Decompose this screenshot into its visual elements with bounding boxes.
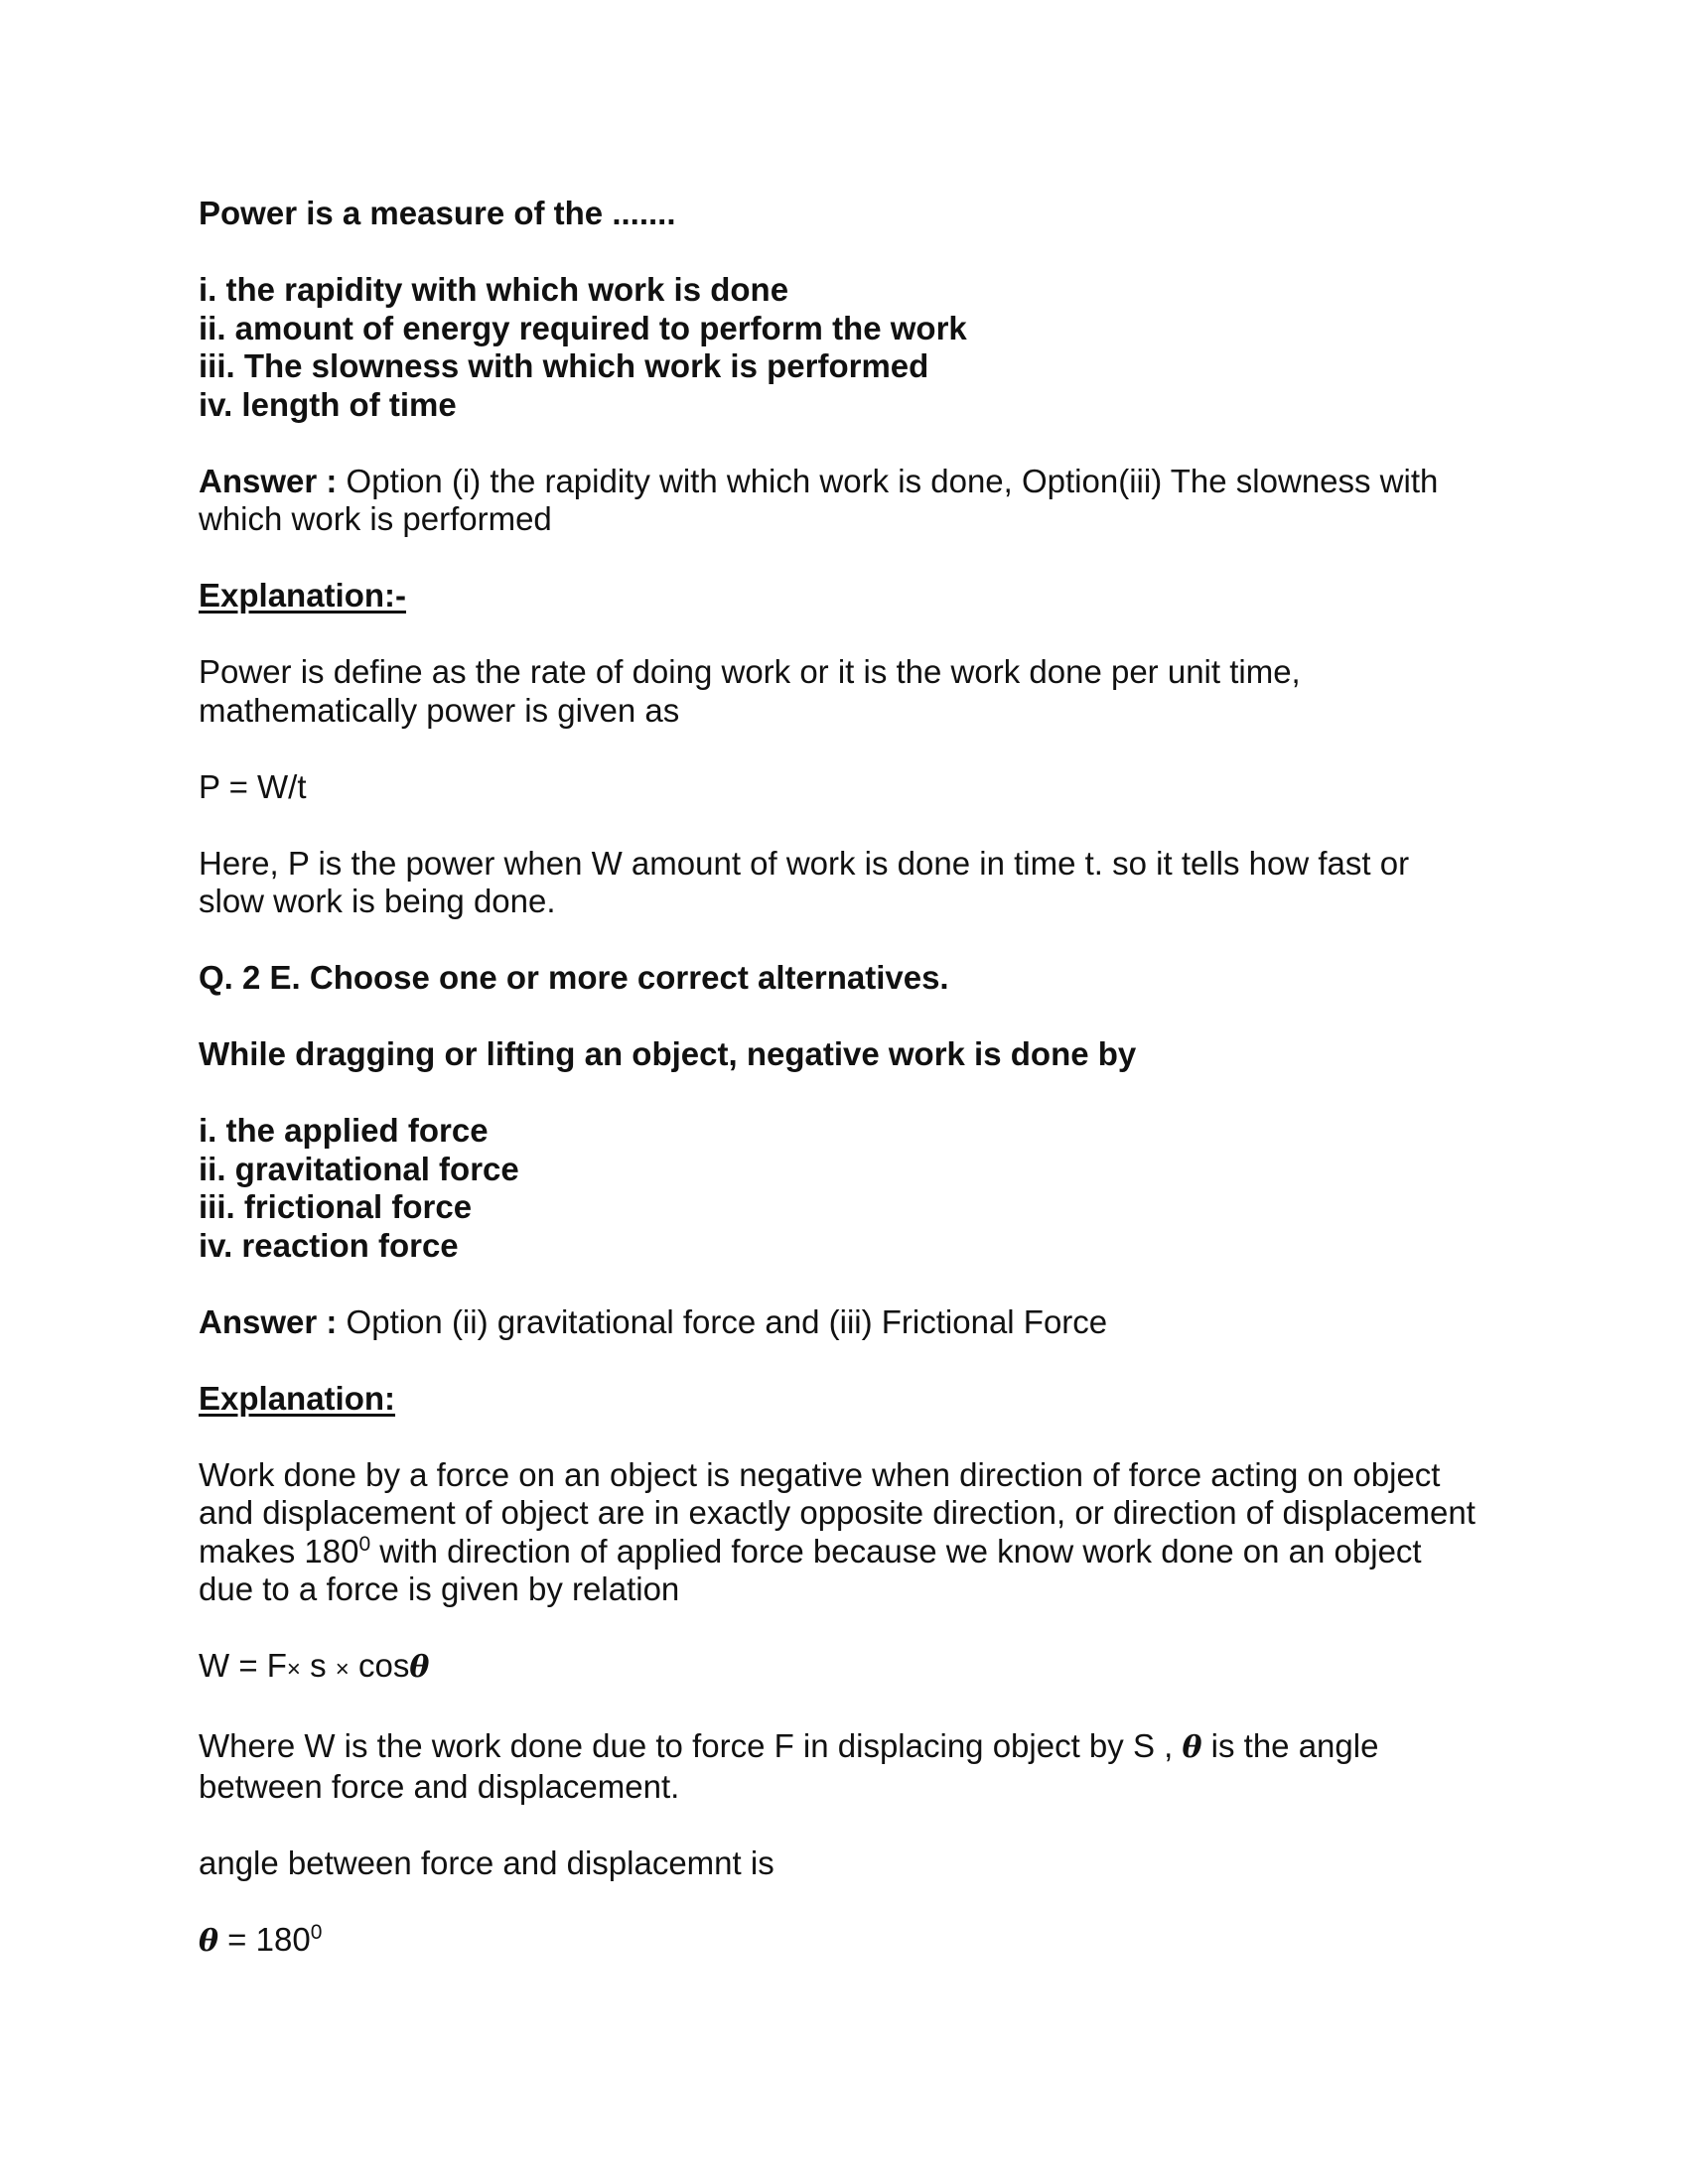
q1-option-2: ii. amount of energy required to perform the work <box>199 309 967 346</box>
q1-question: Power is a measure of the ....... <box>199 195 676 231</box>
q2-options <box>199 1112 1509 1265</box>
q1-note <box>199 845 1509 921</box>
q1-note-line-1: Here, P is the power when W amount of work is done in time t. so it tells how fast or <box>199 844 1410 882</box>
theta-symbol: θ <box>409 1650 430 1685</box>
theta-symbol: θ <box>199 1923 219 1959</box>
q1-answer <box>199 463 1509 539</box>
q1-option-1: i. the rapidity with which work is done <box>199 271 789 308</box>
q2-answer-label: Answer : <box>199 1302 338 1340</box>
q2-question: While dragging or lifting an object, negative work is done by <box>199 1035 1137 1072</box>
theta-symbol: θ <box>1182 1730 1202 1765</box>
q2-option-4: iv. reaction force <box>199 1226 459 1264</box>
q2-answer-text: Option (ii) gravitational force and (iii) Frictional Force <box>337 1302 1108 1340</box>
q1-formula: P = W/t <box>199 767 307 805</box>
q2-where-line-2: between force and displacement. <box>199 1767 680 1805</box>
q2-formula: W = F× s × cosθ <box>199 1647 430 1685</box>
q2-angle-equation: $\theta = 180^0$ <box>199 1920 323 1959</box>
degree-superscript: 0 <box>310 1920 323 1944</box>
q1-explanation-line-2: mathematically power is given as <box>199 691 680 729</box>
q2-option-1: i. the applied force <box>199 1112 489 1149</box>
q2-para-line-4: due to a force is given by relation <box>199 1570 680 1607</box>
q2-where: Where W is the work done due to force F in displacing object by S , θ is the angle between force and displacement. <box>199 1727 1509 1806</box>
q1-answer-label: Answer : <box>199 462 338 499</box>
degree-superscript: 0 <box>358 1532 371 1556</box>
q2-para-line-3: makes $180^0$ with direction of applied force because we know work done on an object <box>199 1532 1422 1570</box>
q1-answer-text-2: which work is performed <box>199 500 552 537</box>
q2-paragraph <box>199 1456 1509 1609</box>
times-symbol: × <box>335 1656 350 1683</box>
q2-para-line-2: and displacement of object are in exactly opposite direction, or direction of displacement <box>199 1494 1476 1531</box>
q2-title: Q. 2 E. Choose one or more correct alternatives. <box>199 959 949 996</box>
q2-explanation-heading: Explanation: <box>199 1379 396 1417</box>
q1-note-line-2: slow work is being done. <box>199 883 556 919</box>
document-page <box>199 195 1509 1961</box>
q2-angle-text: angle between force and displacemnt is <box>199 1843 774 1881</box>
q2-option-3: iii. frictional force <box>199 1188 473 1225</box>
q1-option-4: iv. length of time <box>199 385 457 423</box>
q2-option-2: ii. gravitational force <box>199 1150 519 1187</box>
q1-explanation-line-1: Power is define as the rate of doing work or it is the work done per unit time, <box>199 653 1301 690</box>
q1-explanation <box>199 653 1509 730</box>
q1-explanation-heading: Explanation:- <box>199 577 407 614</box>
q1-option-3: iii. The slowness with which work is performed <box>199 347 929 384</box>
q1-options <box>199 271 1509 424</box>
q2-para-line-1: Work done by a force on an object is negative when direction of force acting on object <box>199 1455 1441 1493</box>
q2-answer <box>199 1303 1509 1342</box>
times-symbol: × <box>286 1656 301 1683</box>
q1-answer-text-1: Option (i) the rapidity with which work is done, Option(iii) The slowness with <box>337 462 1439 499</box>
